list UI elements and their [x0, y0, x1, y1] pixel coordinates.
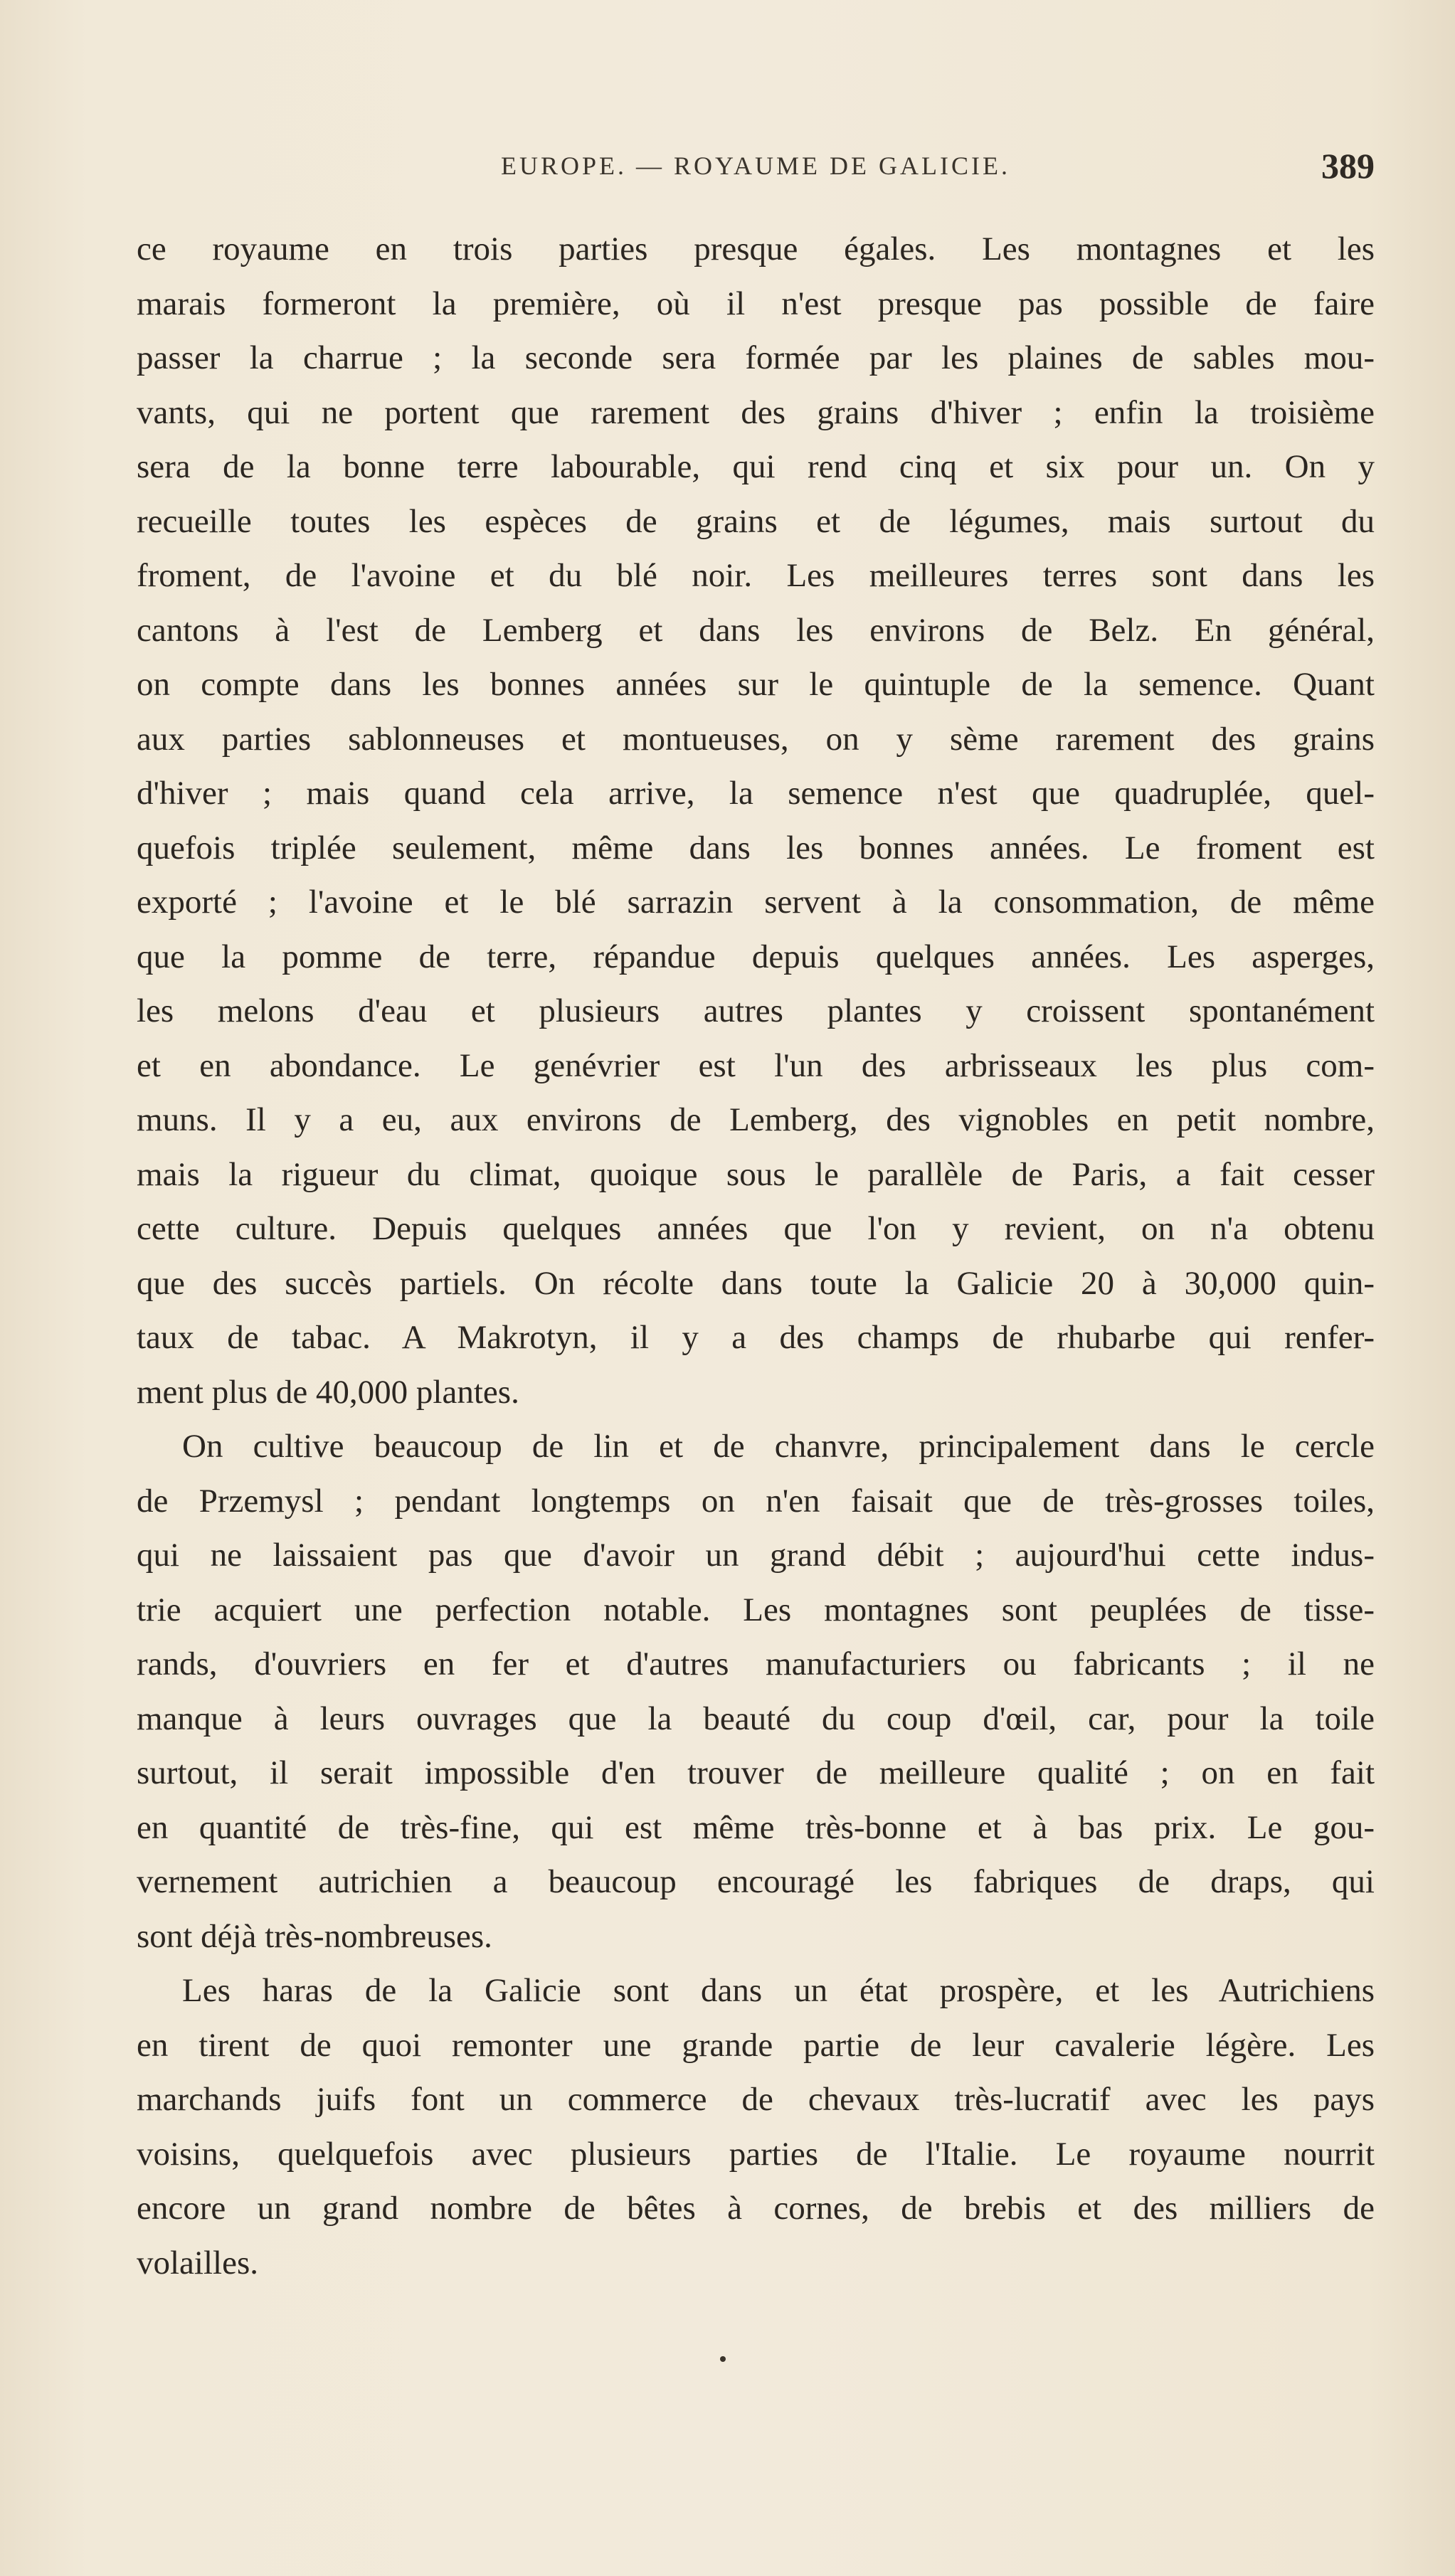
text-line: marchands juifs font un commerce de chevaux très-lucratif avec les pays — [137, 2081, 1375, 2118]
text-line: taux de tabac. A Makrotyn, il y a des champs de rhubarbe qui renfer- — [137, 1319, 1375, 1356]
text-line: passer la charrue ; la seconde sera formée par les plaines de sables mou- — [137, 339, 1375, 376]
text-line: cantons à l'est de Lemberg et dans les environs de Belz. En général, — [137, 611, 1375, 649]
paragraph-agriculture — [137, 222, 1375, 1419]
text-line: quefois triplée seulement, même dans les bonnes années. Le froment est — [137, 829, 1375, 866]
text-line: marais formeront la première, où il n'est presque pas possible de faire — [137, 285, 1375, 322]
text-line: aux parties sablonneuses et montueuses, on y sème rarement des grains — [137, 720, 1375, 758]
paragraph-textiles — [137, 1419, 1375, 1963]
text-line: manque à leurs ouvrages que la beauté du coup d'œil, car, pour la toile — [137, 1700, 1375, 1737]
paragraph-livestock — [137, 1963, 1375, 2290]
text-line: rands, d'ouvriers en fer et d'autres manufacturiers ou fabricants ; il ne — [137, 1645, 1375, 1682]
text-line: mais la rigueur du climat, quoique sous le parallèle de Paris, a fait cesser — [137, 1155, 1375, 1193]
text-line: encore un grand nombre de bêtes à cornes, de brebis et des milliers de — [137, 2190, 1375, 2227]
text-line: froment, de l'avoine et du blé noir. Les meilleures terres sont dans les — [137, 557, 1375, 594]
text-line: volailles. — [137, 2244, 258, 2281]
text-line: On cultive beaucoup de lin et de chanvre, principalement dans le cercle — [182, 1428, 1375, 1465]
text-line: surtout, il serait impossible d'en trouver de meilleure qualité ; on en fait — [137, 1754, 1375, 1791]
text-line: recueille toutes les espèces de grains et de légumes, mais surtout du — [137, 502, 1375, 540]
text-line: en tirent de quoi remonter une grande partie de leur cavalerie légère. Les — [137, 2026, 1375, 2064]
text-line: exporté ; l'avoine et le blé sarrazin servent à la consommation, de même — [137, 884, 1375, 921]
text-line: en quantité de très-fine, qui est même très-bonne et à bas prix. Le gou- — [137, 1808, 1375, 1846]
text-line: Les haras de la Galicie sont dans un état prospère, et les Autrichiens — [182, 1972, 1375, 2009]
text-line: vernement autrichien a beaucoup encouragé les fabriques de draps, qui — [137, 1863, 1375, 1900]
text-line: qui ne laissaient pas que d'avoir un grand débit ; aujourd'hui cette indus- — [137, 1537, 1375, 1574]
text-line: voisins, quelquefois avec plusieurs parties de l'Italie. Le royaume nourrit — [137, 2135, 1375, 2173]
text-line: muns. Il y a eu, aux environs de Lemberg, des vignobles en petit nombre, — [137, 1101, 1375, 1138]
text-line: sera de la bonne terre labourable, qui rend cinq et six pour un. On y — [137, 448, 1375, 485]
text-line: on compte dans les bonnes années sur le quintuple de la semence. Quant — [137, 666, 1375, 703]
running-head: EUROPE. — ROYAUME DE GALICIE. — [501, 152, 1010, 180]
text-line: vants, qui ne portent que rarement des grains d'hiver ; enfin la troisième — [137, 393, 1375, 431]
text-line: trie acquiert une perfection notable. Les montagnes sont peuplées de tisse- — [137, 1591, 1375, 1628]
text-line: ment plus de 40,000 plantes. — [137, 1373, 519, 1411]
text-line: et en abondance. Le genévrier est l'un des arbrisseaux les plus com- — [137, 1046, 1375, 1084]
text-body — [137, 222, 1375, 2290]
text-line: les melons d'eau et plusieurs autres plantes y croissent spontanément — [137, 992, 1375, 1029]
text-line: que des succès partiels. On récolte dans toute la Galicie 20 à 30,000 quin- — [137, 1264, 1375, 1302]
text-line: que la pomme de terre, répandue depuis quelques années. Les asperges, — [137, 938, 1375, 975]
ink-speck — [720, 2356, 726, 2362]
text-line: d'hiver ; mais quand cela arrive, la semence n'est que quadruplée, quel- — [137, 775, 1375, 812]
page-number: 389 — [1321, 146, 1375, 186]
text-line: de Przemysl ; pendant longtemps on n'en faisait que de très-grosses toiles, — [137, 1482, 1375, 1520]
text-line: cette culture. Depuis quelques années que l'on y revient, on n'a obtenu — [137, 1210, 1375, 1247]
text-line: sont déjà très-nombreuses. — [137, 1917, 492, 1955]
text-line: ce royaume en trois parties presque égales. Les montagnes et les — [137, 230, 1375, 267]
page-header — [137, 146, 1375, 194]
